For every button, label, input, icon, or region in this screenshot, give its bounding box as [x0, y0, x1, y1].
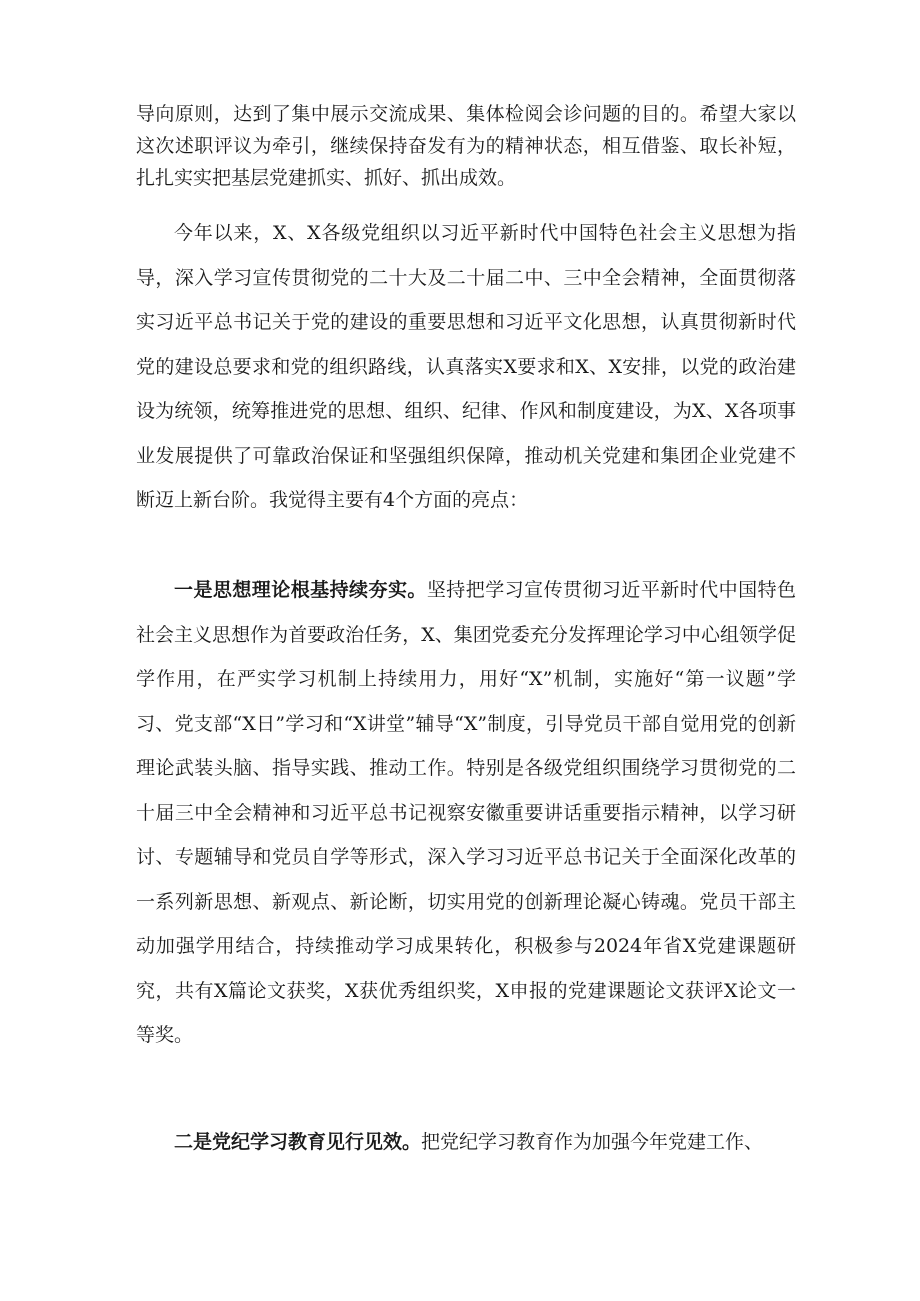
paragraph-point-one — [136, 568, 796, 1058]
point-one-heading: 一是思想理论根基持续夯实。 — [174, 579, 427, 601]
point-two-body: 把党纪学习教育作为加强今年党建工作、 — [421, 1131, 764, 1153]
paragraph-point-two — [136, 1120, 796, 1165]
paragraph-intro-continuation: 导向原则，达到了集中展示交流成果、集体检阅会诊问题的目的。希望大家以这次述职评议为牵引，继续保持奋发有为的精神状态，相互借鉴、取长补短，扎扎实实把基层党建抓实、抓好、抓出成效。 — [136, 103, 796, 189]
point-two-heading: 二是党纪学习教育见行见效。 — [174, 1131, 422, 1153]
paragraph-overview: 今年以来，X、X各级党组织以习近平新时代中国特色社会主义思想为指导，深入学习宣传贯彻党的二十大及二十届二中、三中全会精神，全面贯彻落实习近平总书记关于党的建设的重要思想和习近平文化思想，认真贯彻新时代党的建设总要求和党的组织路线，认真落实X要求和X、X安排，以党的政治建设为统领，统筹推进党的思想、组织、纪律、作风和制度建设，为X、X各项事业发展提供了可靠政治保证和坚强组织保障，推动机关党建和集团企业党建不断迈上新台阶。我觉得主要有4个方面的亮点： — [136, 222, 796, 511]
point-one-body: 坚持把学习宣传贯彻习近平新时代中国特色社会主义思想作为首要政治任务，X、集团党委充分发挥理论学习中心组领学促学作用，在严实学习机制上持续用力，用好“X”机制，实施好“第一议题”学习、党支部“X日”学习和“X讲堂”辅导“X”制度，引导党员干部自觉用党的创新理论武装头脑、指导实践、推动工作。特别是各级党组织围绕学习贯彻党的二十届三中全会精神和习近平总书记视察安徽重要讲话重要指示精神，以学习研讨、专题辅导和党员自学等形式，深入学习习近平总书记关于全面深化改革的一系列新思想、新观点、新论断，切实用党的创新理论凝心铸魂。党员干部主动加强学用结合，持续推动学习成果转化，积极参与2024年省X党建课题研究，共有X篇论文获奖，X获优秀组织奖，X申报的党建课题论文获评X论文一等奖。 — [136, 579, 796, 1046]
